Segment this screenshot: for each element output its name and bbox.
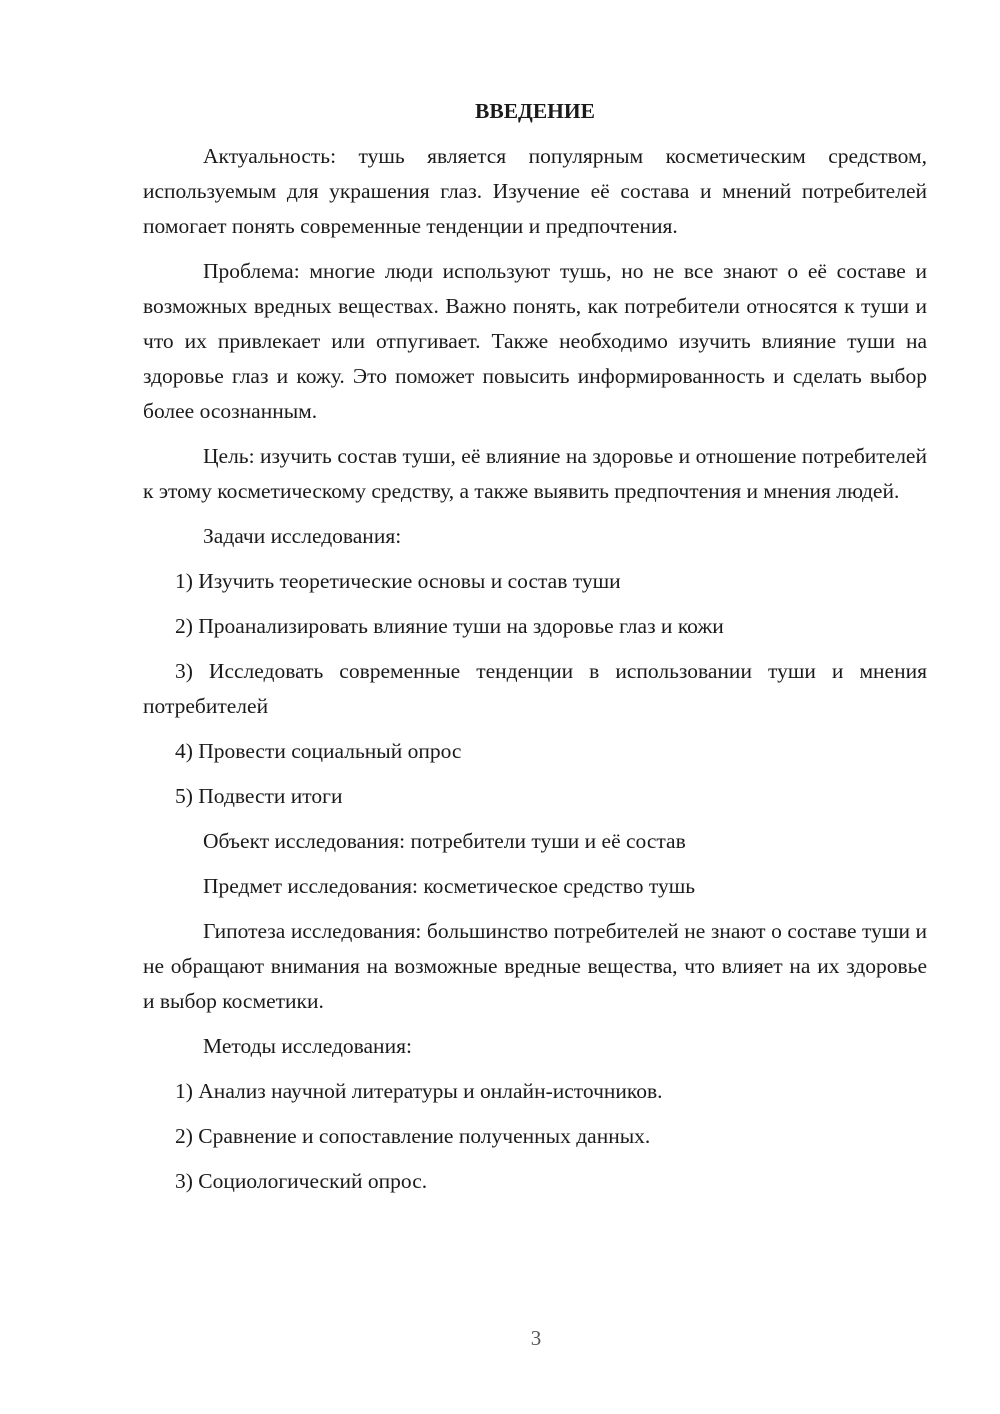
task-item: 1) Изучить теоретические основы и состав туши bbox=[175, 569, 621, 593]
task-item: 4) Провести социальный опрос bbox=[175, 739, 462, 763]
page-number: 3 bbox=[530, 1326, 542, 1350]
problem-paragraph: Проблема: многие люди используют тушь, но не все знают о её составе и возможных вредных веществах. Важно понять, как потребители относятся к туши и что их привлекает или отпугивает. Также необходимо изучить влияние туши на здоровье глаз и кожу. Это поможет повысить информированность и сделать выбор более осознанным. bbox=[143, 259, 927, 423]
relevance-paragraph: Актуальность: тушь является популярным косметическим средством, используемым для украшения глаз. Изучение её состава и мнений потребителей помогает понять современные тенденции и предпочтения. bbox=[143, 144, 927, 238]
method-item: 2) Сравнение и сопоставление полученных данных. bbox=[175, 1124, 651, 1148]
method-item: 1) Анализ научной литературы и онлайн-источников. bbox=[175, 1079, 663, 1103]
task-item: 2) Проанализировать влияние туши на здоровье глаз и кожи bbox=[175, 614, 724, 638]
method-item: 3) Социологический опрос. bbox=[175, 1169, 428, 1193]
page-title: ВВЕДЕНИЕ bbox=[475, 99, 595, 123]
task-item: 3) Исследовать современные тенденции в использовании туши и мнения потребителей bbox=[143, 659, 927, 718]
goal-paragraph: Цель: изучить состав туши, её влияние на здоровье и отношение потребителей к этому косметическому средству, а также выявить предпочтения и мнения людей. bbox=[143, 444, 927, 503]
research-subject: Предмет исследования: косметическое средство тушь bbox=[203, 874, 696, 898]
research-object: Объект исследования: потребители туши и её состав bbox=[203, 829, 686, 853]
research-hypothesis: Гипотеза исследования: большинство потребителей не знают о составе туши и не обращают внимания на возможные вредные вещества, что влияет на их здоровье и выбор косметики. bbox=[143, 919, 927, 1013]
page-content bbox=[143, 94, 927, 1209]
task-item: 5) Подвести итоги bbox=[175, 784, 343, 808]
methods-heading: Методы исследования: bbox=[203, 1034, 412, 1058]
tasks-heading: Задачи исследования: bbox=[203, 524, 402, 548]
